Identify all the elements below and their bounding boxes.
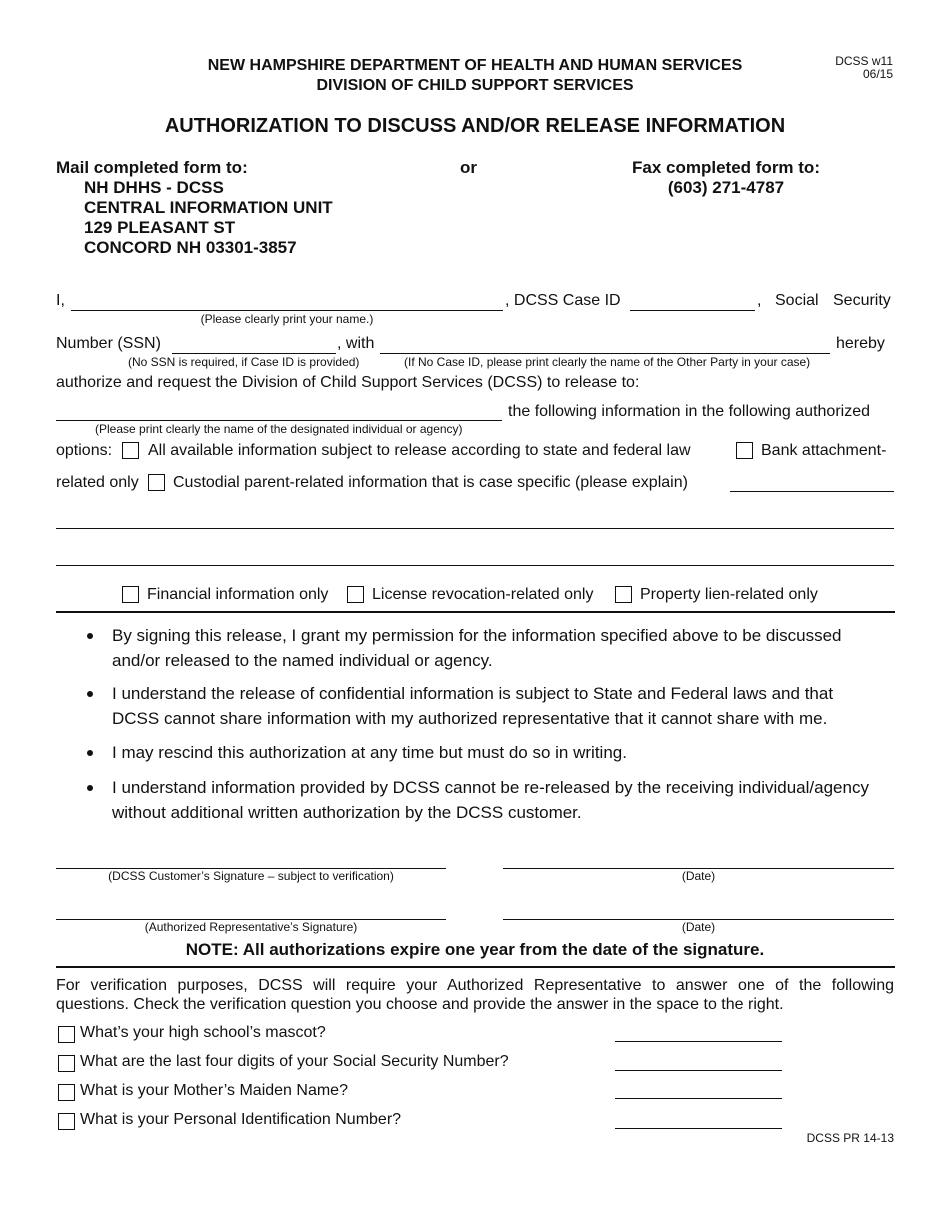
property-checkbox[interactable] — [615, 586, 632, 603]
case-id-label: , DCSS Case ID — [505, 292, 621, 309]
name-field[interactable] — [71, 310, 503, 311]
division-name: DIVISION OF CHILD SUPPORT SERVICES — [316, 77, 634, 94]
question-3-label: What is your Mother’s Maiden Name? — [80, 1082, 348, 1099]
bullet-2 — [112, 681, 833, 731]
department-name: NEW HAMPSHIRE DEPARTMENT OF HEALTH AND HUMAN SERVICES — [207, 57, 743, 74]
financial-checkbox[interactable] — [122, 586, 139, 603]
bullet-1-dot — [87, 633, 93, 639]
answer-1-field[interactable] — [615, 1041, 782, 1042]
mail-line-1: NH DHHS - DCSS — [84, 178, 224, 197]
question-3-checkbox[interactable] — [58, 1084, 75, 1101]
social-label: Social — [775, 292, 819, 309]
form-code: DCSS w11 — [835, 54, 893, 68]
question-2-checkbox[interactable] — [58, 1055, 75, 1072]
customer-date-label: (Date) — [681, 869, 716, 883]
bullet-4-line-2: without additional written authorization by the DCSS customer. — [112, 803, 582, 822]
bullet-1 — [112, 623, 841, 673]
case-id-comma: , — [757, 292, 762, 309]
mail-line-3: 129 PLEASANT ST — [84, 218, 236, 237]
bullet-1-line-1: By signing this release, I grant my permission for the information specified above to be discussed — [112, 626, 842, 645]
customer-signature-label: (DCSS Customer’s Signature – subject to verification) — [108, 869, 394, 883]
section-divider-2 — [56, 966, 895, 968]
section-divider-1 — [56, 611, 895, 613]
mail-line-4: CONCORD NH 03301-3857 — [84, 238, 297, 257]
custodial-label: Custodial parent-related information that is case specific (please explain) — [173, 474, 688, 491]
fax-number: (603) 271-4787 — [667, 178, 785, 197]
fax-block — [600, 158, 852, 198]
verification-intro-line-1: For verification purposes, DCSS will require your Authorized Representative to answer one of the following — [56, 977, 894, 994]
verification-intro — [56, 976, 894, 1014]
other-party-field[interactable] — [380, 353, 830, 354]
i-label: I, — [56, 292, 65, 309]
all-info-label: All available information subject to release according to state and federal law — [148, 442, 691, 459]
bank-attachment-checkbox[interactable] — [736, 442, 753, 459]
license-checkbox[interactable] — [347, 586, 364, 603]
designated-party-field[interactable] — [56, 420, 502, 421]
options-label: options: — [56, 442, 113, 459]
all-info-checkbox[interactable] — [122, 442, 139, 459]
financial-label: Financial information only — [147, 586, 329, 603]
answer-2-field[interactable] — [615, 1070, 782, 1071]
bullet-4-line-1: I understand information provided by DCSS cannot be re-released by the receiving individual/agency — [112, 778, 869, 797]
case-id-field[interactable] — [630, 310, 755, 311]
bullet-1-line-2: and/or released to the named individual or agency. — [112, 651, 493, 670]
representative-signature-label: (Authorized Representative’s Signature) — [144, 920, 358, 934]
bullet-2-line-2: DCSS cannot share information with my authorized representative that it cannot share with me. — [112, 709, 828, 728]
explain-field-1[interactable] — [730, 491, 894, 492]
question-4-label: What is your Personal Identification Number? — [80, 1111, 402, 1128]
answer-3-field[interactable] — [615, 1098, 782, 1099]
license-label: License revocation-related only — [372, 586, 594, 603]
with-label: , with — [337, 335, 375, 352]
name-hint: (Please clearly print your name.) — [200, 312, 374, 326]
bullet-2-dot — [87, 691, 93, 697]
fax-label: Fax completed form to: — [632, 158, 820, 177]
explain-field-3[interactable] — [56, 565, 894, 566]
bank-attachment-label: Bank attachment- — [761, 442, 887, 459]
hereby-label: hereby — [836, 335, 885, 352]
expiry-note: NOTE: All authorizations expire one year from the date of the signature. — [185, 940, 765, 959]
question-1-label: What’s your high school’s mascot? — [80, 1024, 326, 1041]
verification-intro-line-2: questions. Check the verification question you choose and provide the answer in the space to the right. — [56, 996, 784, 1013]
question-2-label: What are the last four digits of your Social Security Number? — [80, 1053, 509, 1070]
representative-date-label: (Date) — [681, 920, 716, 934]
or-label: or — [460, 158, 477, 177]
form-title: AUTHORIZATION TO DISCUSS AND/OR RELEASE INFORMATION — [164, 115, 786, 137]
ssn-hint: (No SSN is required, if Case ID is provided) — [128, 355, 360, 369]
other-party-hint: (If No Case ID, please print clearly the name of the Other Party in your case) — [404, 355, 811, 369]
mail-line-2: CENTRAL INFORMATION UNIT — [84, 198, 333, 217]
form-code-block — [835, 55, 893, 81]
bullet-3-dot — [87, 750, 93, 756]
bullet-2-line-1: I understand the release of confidential information is subject to State and Federal laws and that — [112, 684, 834, 703]
answer-4-field[interactable] — [615, 1128, 782, 1129]
bullet-4-dot — [87, 785, 93, 791]
explain-field-2[interactable] — [56, 528, 894, 529]
bullet-3 — [112, 740, 627, 765]
ssn-field[interactable] — [172, 353, 336, 354]
mail-label: Mail completed form to: — [56, 158, 248, 177]
authorize-text: authorize and request the Division of Child Support Services (DCSS) to release to: — [56, 374, 640, 391]
ssn-label: Number (SSN) — [56, 335, 161, 352]
bank-attachment-label-cont: related only — [56, 474, 139, 491]
question-4-checkbox[interactable] — [58, 1113, 75, 1130]
following-text: the following information in the following authorized — [508, 403, 870, 420]
custodial-checkbox[interactable] — [148, 474, 165, 491]
bullet-4 — [112, 775, 869, 825]
mail-address-block — [56, 158, 333, 258]
bullet-3-line-1: I may rescind this authorization at any time but must do so in writing. — [112, 743, 627, 762]
property-label: Property lien-related only — [640, 586, 818, 603]
question-1-checkbox[interactable] — [58, 1026, 75, 1043]
designated-hint: (Please print clearly the name of the designated individual or agency) — [95, 422, 463, 436]
footer-form-code: DCSS PR 14-13 — [806, 1131, 894, 1145]
security-label: Security — [833, 292, 891, 309]
form-date: 06/15 — [862, 67, 893, 81]
